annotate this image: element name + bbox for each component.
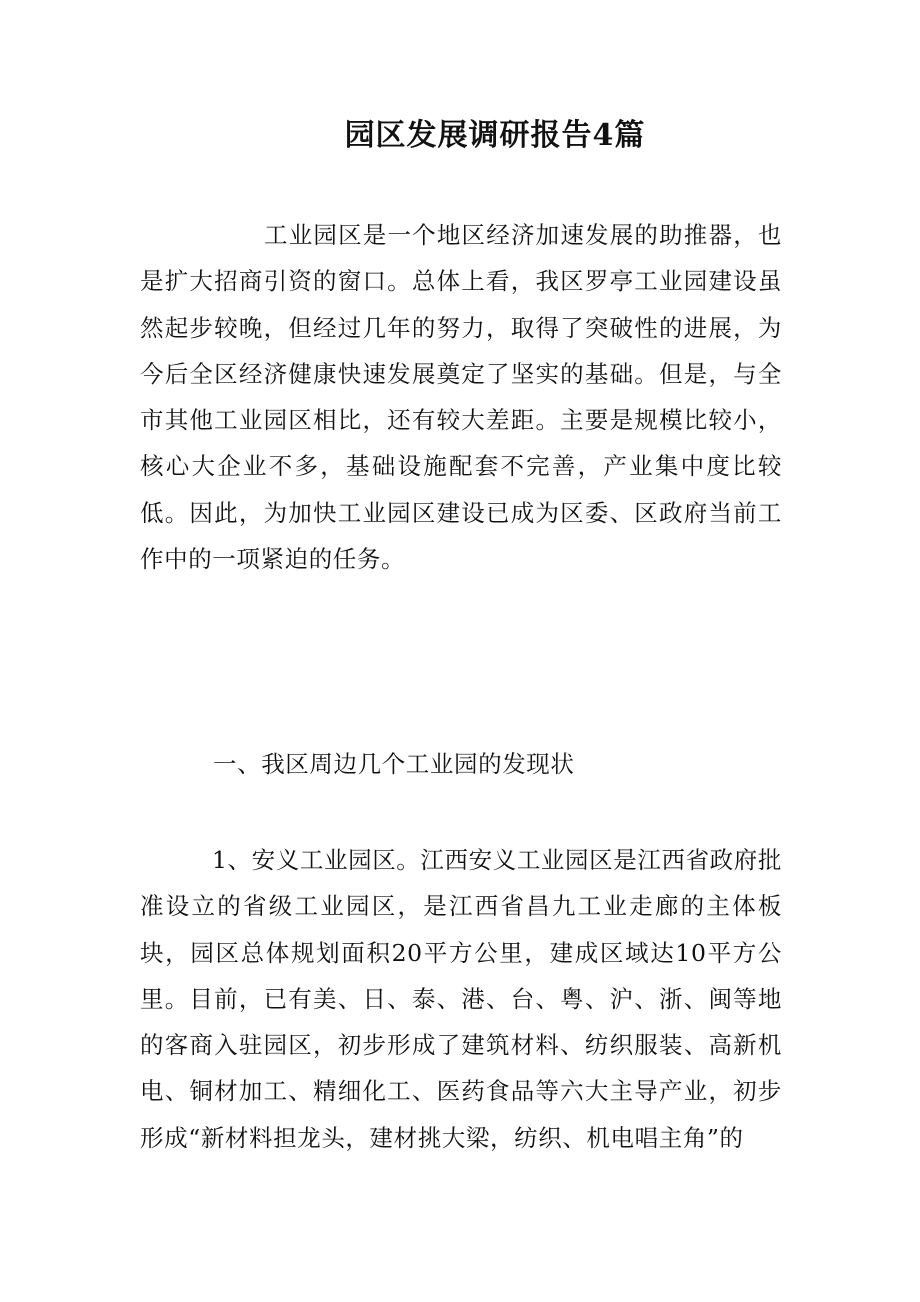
section-paragraph: 1、安义工业园区。江西安义工业园区是江西省政府批准设立的省级工业园区，是江西省昌九工业走廊的主体板块，园区总体规划面积20平方公里，建成区域达10平方公里。目前，已有美、日、泰、港、台、粤、沪、浙、闽等地的客商入驻园区，初步形成了建筑材料、纺织服装、高新机电、铜材加工、精细化工、医药食品等六大主导产业，初步形成“新材料担龙头，建材挑大梁，纺织、机电唱主角”的: [140, 846, 782, 1152]
document-title: 园区发展调研报告4篇: [344, 118, 646, 153]
intro-paragraph: 工业园区是一个地区经济加速发展的助推器，也是扩大招商引资的窗口。总体上看，我区罗亭工业园建设虽然起步较晚，但经过几年的努力，取得了突破性的进展，为今后全区经济健康快速发展奠定了坚实的基础。但是，与全市其他工业园区相比，还有较大差距。主要是规模比较小，核心大企业不多，基础设施配套不完善，产业集中度比较低。因此，为加快工业园区建设已成为区委、区政府当前工作中的一项紧迫的任务。: [140, 221, 782, 574]
section-heading: 一、我区周边几个工业园的发现状: [213, 750, 575, 778]
